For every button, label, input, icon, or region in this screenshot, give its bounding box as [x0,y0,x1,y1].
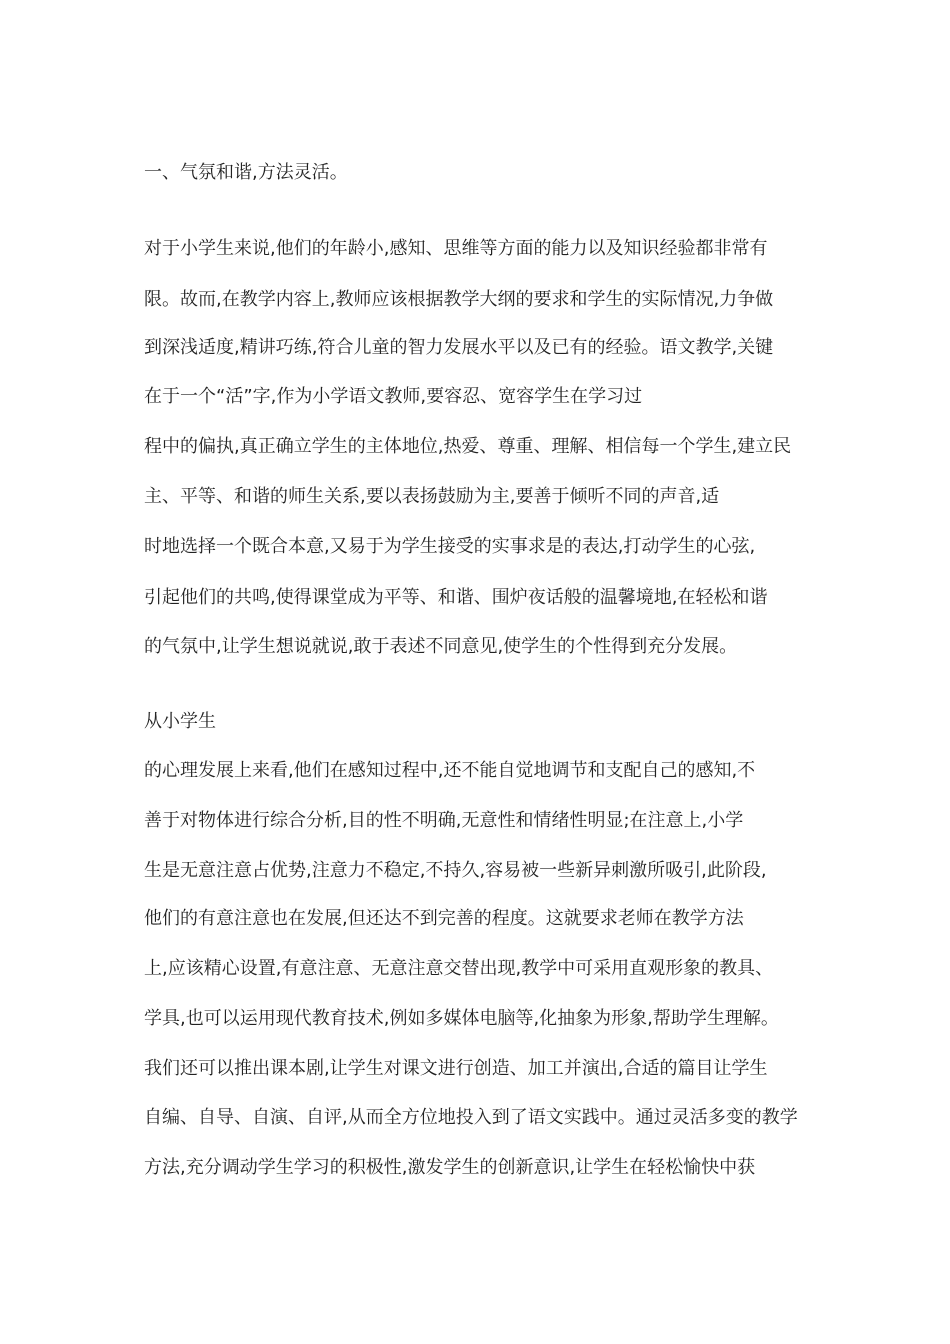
text-line: 程中的偏执,真正确立学生的主体地位,热爱、尊重、理解、相信每一个学生,建立民 [144,436,792,457]
text-line: 限。故而,在教学内容上,教师应该根据教学大纲的要求和学生的实际情况,力争做 [144,289,774,310]
text-line: 从小学生 [144,711,216,732]
text-line: 的心理发展上来看,他们在感知过程中,还不能自觉地调节和支配自己的感知,不 [144,760,756,781]
text-line: 引起他们的共鸣,使得课堂成为平等、和谐、围炉夜话般的温馨境地,在轻松和谐 [144,587,768,608]
text-line: 自编、自导、自演、自评,从而全方位地投入到了语文实践中。通过灵活多变的教学 [144,1107,798,1128]
text-line: 时地选择一个既合本意,又易于为学生接受的实事求是的表达,打动学生的心弦, [144,536,756,557]
text-line: 上,应该精心设置,有意注意、无意注意交替出现,教学中可采用直观形象的教具、 [144,958,774,979]
text-line: 的气氛中,让学生想说就说,敢于表述不同意见,使学生的个性得到充分发展。 [144,636,738,657]
text-line: 主、平等、和谐的师生关系,要以表扬鼓励为主,要善于倾听不同的声音,适 [144,486,720,507]
section-heading: 一、气氛和谐,方法灵活。 [144,162,348,183]
text-line: 对于小学生来说,他们的年龄小,感知、思维等方面的能力以及知识经验都非常有 [144,238,768,259]
text-line: 他们的有意注意也在发展,但还达不到完善的程度。这就要求老师在教学方法 [144,908,744,929]
text-line: 我们还可以推出课本剧,让学生对课文进行创造、加工并演出,合适的篇目让学生 [144,1058,768,1079]
text-line: 方法,充分调动学生学习的积极性,激发学生的创新意识,让学生在轻松愉快中获 [144,1157,756,1178]
text-line: 善于对物体进行综合分析,目的性不明确,无意性和情绪性明显;在注意上,小学 [144,810,744,831]
text-line: 学具,也可以运用现代教育技术,例如多媒体电脑等,化抽象为形象,帮助学生理解。 [144,1008,779,1029]
text-line: 在于一个“活”字,作为小学语文教师,要容忍、宽容学生在学习过 [144,386,643,407]
text-line: 到深浅适度,精讲巧练,符合儿童的智力发展水平以及已有的经验。语文教学,关键 [144,337,774,358]
text-line: 生是无意注意占优势,注意力不稳定,不持久,容易被一些新异刺激所吸引,此阶段, [144,860,767,881]
